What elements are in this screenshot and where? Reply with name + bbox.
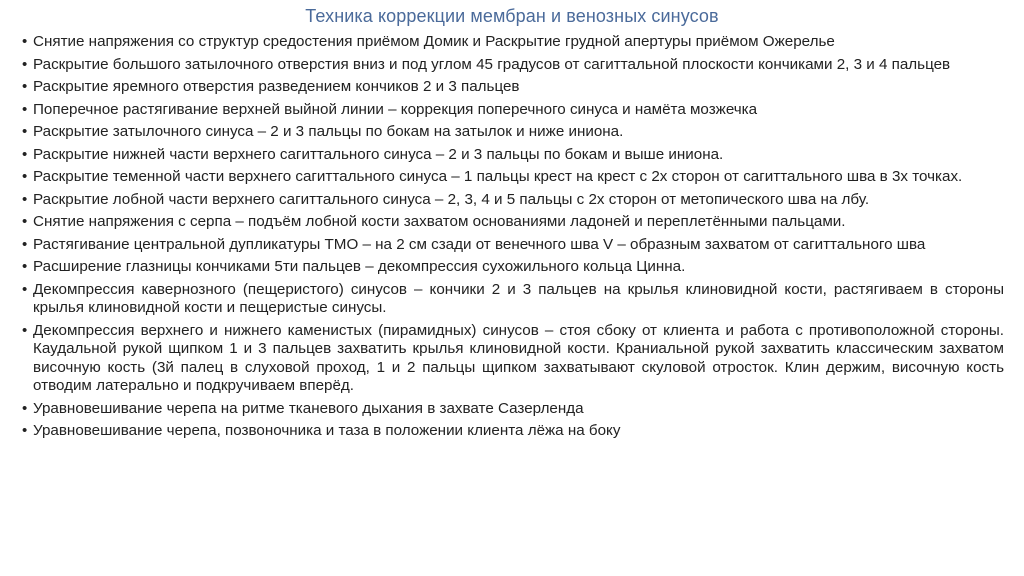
list-item	[22, 56, 1004, 75]
bullet-icon: •	[22, 321, 28, 339]
bullet-icon: •	[22, 123, 28, 140]
bullet-icon: •	[22, 235, 28, 253]
list-item-text: Расширение глазницы кончиками 5ти пальцев – декомпрессия сухожильного кольца Цинна.	[33, 258, 686, 275]
list-item	[22, 33, 1004, 52]
bullet-icon: •	[22, 55, 28, 73]
list-item-text: Растягивание центральной дупликатуры ТМО – на 2 см сзади от венечного шва V – образным захватом от сагиттального шва	[33, 235, 926, 253]
list-item	[22, 422, 1004, 441]
bullet-list	[22, 33, 1004, 445]
bullet-icon: •	[22, 33, 28, 50]
list-item-text: Раскрытие нижней части верхнего сагиттального синуса – 2 и 3 пальцы по бокам и выше иниона.	[33, 145, 724, 163]
bullet-icon: •	[22, 145, 28, 163]
bullet-icon: •	[22, 100, 28, 118]
list-item	[22, 258, 1004, 277]
list-item-text: Декомпрессия кавернозного (пещеристого) синусов – кончики 2 и 3 пальцев на крылья клиновидной кости, растягиваем в стороны крылья клиновидной кости и пещеристые синусы.	[33, 280, 1004, 316]
slide-title: Техника коррекции мембран и венозных синусов	[305, 6, 719, 26]
list-item	[22, 123, 1004, 142]
bullet-icon: •	[22, 190, 28, 208]
bullet-icon: •	[22, 399, 28, 417]
list-item	[22, 168, 1004, 187]
list-item-text: Уравновешивание черепа на ритме тканевого дыхания в захвате Сазерленда	[33, 399, 584, 417]
bullet-icon: •	[22, 258, 28, 275]
list-item-text: Снятие напряжения со структур средостения приёмом Домик и Раскрытие грудной апертуры приёмом Ожерелье	[33, 33, 835, 50]
list-item-text: Раскрытие большого затылочного отверстия вниз и под углом 45 градусов от сагиттальной плоскости кончиками 2, 3 и 4 пальцев	[33, 55, 951, 73]
list-item-text: Декомпрессия верхнего и нижнего каменистых (пирамидных) синусов – стоя сбоку от клиента и работа с противоположной стороны. Каудальной рукой щипком 1 и 3 пальцев захватить крылья клиновидной кости. Краниальной рукой захватить классическим захватом височную кость (3й палец в слуховой проход, 1 и 2 пальцы щипком захватывают скуловой отросток. Клин держим, височную кость отводим латерально и подкручиваем вперёд.	[33, 321, 1004, 394]
list-item	[22, 78, 1004, 97]
bullet-icon: •	[22, 213, 28, 230]
list-item-text: Уравновешивание черепа, позвоночника и таза в положении клиента лёжа на боку	[33, 422, 621, 439]
list-item	[22, 213, 1004, 232]
list-item	[22, 400, 1004, 419]
list-item	[22, 236, 1004, 255]
list-item-text: Раскрытие затылочного синуса – 2 и 3 пальцы по бокам на затылок и ниже иниона.	[33, 123, 624, 140]
bullet-icon: •	[22, 280, 28, 298]
list-item	[22, 146, 1004, 165]
list-item	[22, 281, 1004, 318]
list-item-text: Снятие напряжения с серпа – подъём лобной кости захватом основаниями ладоней и переплетёнными пальцами.	[33, 213, 846, 230]
list-item	[22, 101, 1004, 120]
list-item-text: Раскрытие лобной части верхнего сагиттального синуса – 2, 3, 4 и 5 пальцы с 2х сторон от метопического шва на лбу.	[33, 190, 870, 208]
list-item-text: Раскрытие яремного отверстия разведением кончиков 2 и 3 пальцев	[33, 78, 520, 95]
bullet-icon: •	[22, 78, 28, 95]
bullet-icon: •	[22, 168, 28, 185]
list-item	[22, 322, 1004, 396]
list-item-text: Поперечное растягивание верхней выйной линии – коррекция поперечного синуса и намёта мозжечка	[33, 100, 758, 118]
bullet-icon: •	[22, 422, 28, 439]
list-item	[22, 191, 1004, 210]
list-item-text: Раскрытие теменной части верхнего сагиттального синуса – 1 пальцы крест на крест с 2х сторон от сагиттального шва в 3х точках.	[33, 168, 963, 185]
